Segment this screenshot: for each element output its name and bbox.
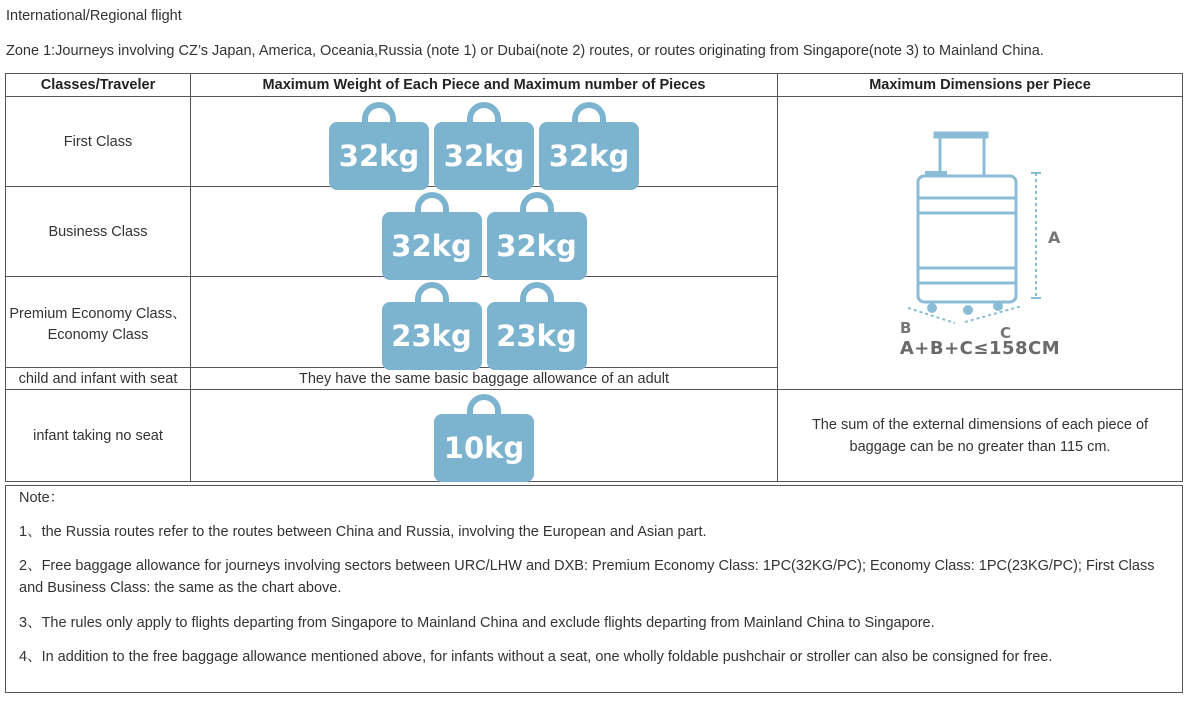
suitcase-diagram-icon [880,128,1080,338]
zone-description: Zone 1:Journeys involving CZ’s Japan, America, Oceania,Russia (note 1) or Dubai(note 2) routes, or routes originating from Singapore(note 3) to Mainland China. [6,43,1044,59]
header-dimensions: Maximum Dimensions per Piece [778,74,1183,97]
bag-icon: 32kg [487,192,587,280]
bag-icon: 10kg [434,394,534,482]
dimension-formula: A+B+C≤158CM [899,337,1061,359]
dimensions-cell [778,97,1183,390]
bags-cell-economy [191,277,778,368]
notes-section [5,485,1183,693]
header-weight: Maximum Weight of Each Piece and Maximum number of Pieces [191,74,778,97]
class-label-infant: infant taking no seat [6,390,191,482]
dimension-label-b: B [900,318,912,337]
table-header-row [6,74,1183,97]
table-row-first-class [6,97,1183,187]
class-label-economy: Premium Economy Class、 Economy Class [6,277,191,368]
section-heading: International/Regional flight [6,8,182,24]
note-4: 4、In addition to the free baggage allowance mentioned above, for infants without a seat, one wholly foldable pushchair or stroller can also be consigned for free. [19,649,1053,665]
header-classes: Classes/Traveler [6,74,191,97]
dimension-label-c: C [1000,323,1012,338]
class-label-business: Business Class [6,187,191,277]
notes-title: Note： [19,490,65,506]
bags-cell-business [191,187,778,277]
note-1: 1、the Russia routes refer to the routes between China and Russia, involving the European and Asian part. [19,524,707,540]
bags-cell-infant [191,390,778,482]
bag-icon: 32kg [382,192,482,280]
bag-icon: 32kg [539,102,639,190]
note-2: 2、Free baggage allowance for journeys involving sectors between URC/LHW and DXB: Premium Economy Class: 1PC(32KG/PC); Economy Class: 1PC(23KG/PC); First Class and Business Class: the same as the chart above. [19,558,1155,596]
class-label-first: First Class [6,97,191,187]
baggage-allowance-table [5,73,1183,482]
infant-dimensions-text: The sum of the external dimensions of each piece of baggage can be no greater than 115 cm. [778,390,1183,482]
bag-icon: 32kg [329,102,429,190]
bag-icon: 23kg [487,282,587,370]
class-label-child: child and infant with seat [6,368,191,390]
bags-cell-first [191,97,778,187]
child-allowance-text: They have the same basic baggage allowance of an adult [191,368,778,390]
table-row-infant [6,390,1183,482]
note-3: 3、The rules only apply to flights departing from Singapore to Mainland China and exclude flights departing from Mainland China to Singapore. [19,615,935,631]
bag-icon: 23kg [382,282,482,370]
bag-icon: 32kg [434,102,534,190]
dimension-label-a: A [1048,227,1061,247]
